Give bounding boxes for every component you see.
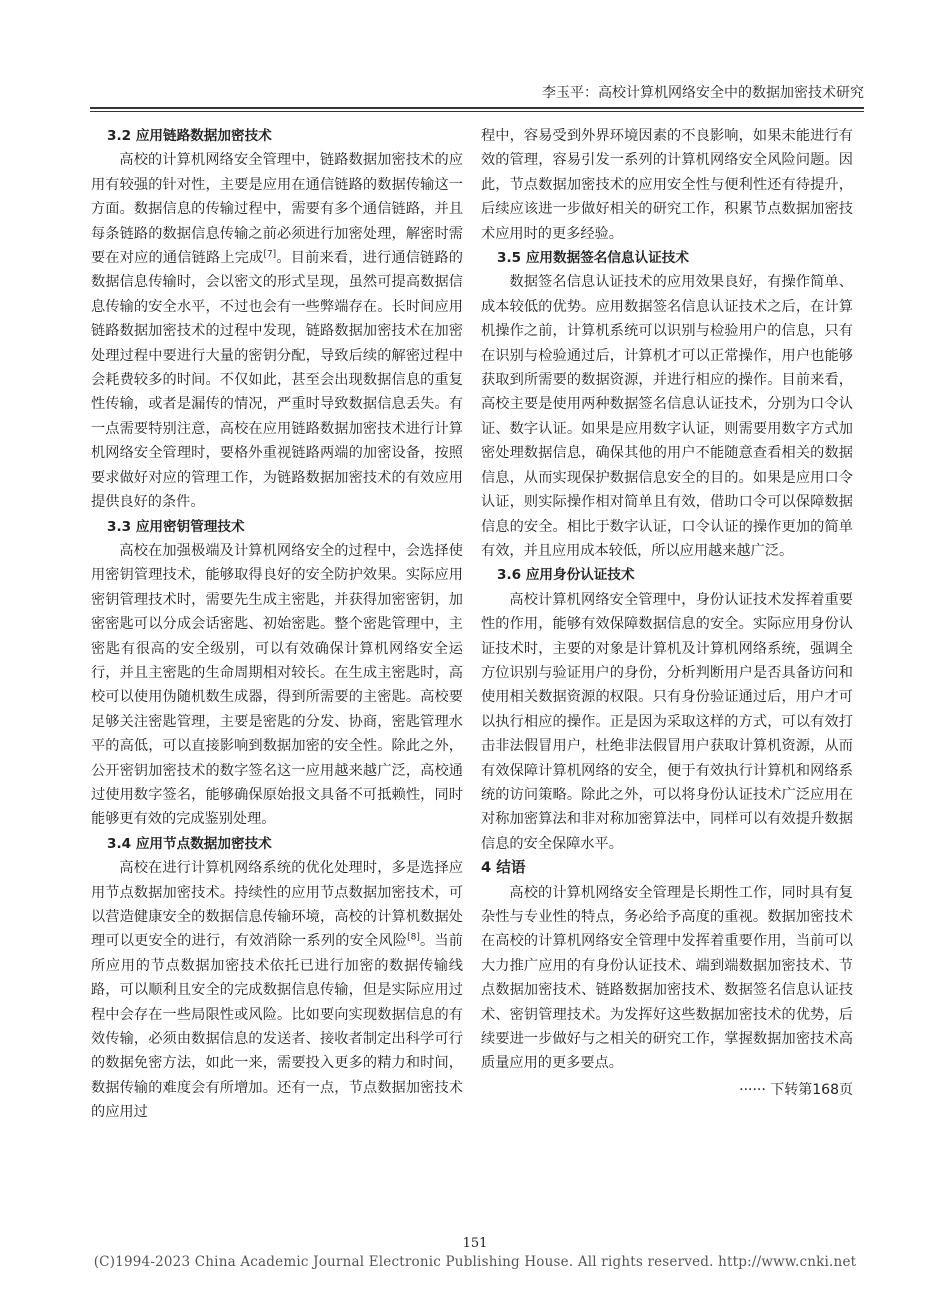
paragraph-3-2 [91, 148, 463, 514]
section-heading-4: 4 结语 [481, 859, 526, 877]
right-column [481, 124, 853, 1102]
paragraph-3-6: 高校计算机网络安全管理中，身份认证技术发挥着重要性的作用，能够有效保障数据信息的安全。实际应用身份认证技术时，主要的对象是计算机及计算机网络系统，强调全方位识别与验证用户的身份，分析判断用户是否具备访问和使用相关数据资源的权限。只有身份验证通过后，用户才可以执行相应的操作。正是因为采取这样的方式，可以有效打击非法假冒用户，杜绝非法假冒用户获取计算机资源，从而有效保障计算机网络的安全，便于有效执行计算机和网络系统的访问策略。除此之外，可以将身份认证技术广泛应用在对称加密算法和非对称加密算法中，同样可以有效提升数据信息的安全保障水平。 [481, 591, 853, 852]
paragraph-4: 高校的计算机网络安全管理是长期性工作，同时具有复杂性与专业性的特点，务必给予高度的重视。数据加密技术在高校的计算机网络安全管理中发挥着重要作用，当前可以大力推广应用的有身份认证技术、端到端数据加密技术、节点数据加密技术、链路数据加密技术、数据签名信息认证技术、密钥管理技术。为发挥好这些数据加密技术的优势，后续要进一步做好与之相关的研究工作，掌握数据加密技术高质量应用的更多要点。 [481, 884, 853, 1072]
section-heading-3-2: 3.2 应用链路数据加密技术 [107, 128, 272, 144]
continued-on-page-note: ······ 下转第168页 [739, 1081, 853, 1098]
header-rule [90, 107, 864, 109]
citation-ref: [8] [407, 932, 420, 943]
paragraph-text: 。当前所应用的节点数据加密技术依托已进行加密的数据传输线路，可以顺利且安全的完成数据信息传输，但是实际应用过程中会存在一些局限性或风险。比如要向实现数据信息的有效传输，必须由数据信息的发送者、接收者制定出科学可行的数据免密方法，如此一来，需要投入更多的精力和时间，数据传输的难度会有所增加。还有一点，节点数据加密技术的应用过 [91, 933, 463, 1121]
copyright-footer: (C)1994-2023 China Academic Journal Electronic Publishing House. All rights reserved. http://www.cnki.net [93, 1254, 857, 1270]
section-heading-3-6: 3.6 应用身份认证技术 [497, 567, 635, 584]
paragraph-3-3: 高校在加强极端及计算机网络安全的过程中，会选择使用密钥管理技术，能够取得良好的安全防护效果。实际应用密钥管理技术时，需要先生成主密匙，并获得加密密钥，加密密匙可以分成会话密匙、初始密匙。整个密匙管理中，主密匙有很高的安全级别，可以有效确保计算机网络安全运行，并且主密匙的生命周期相对较长。在生成主密匙时，高校可以使用伪随机数生成器，得到所需要的主密匙。高校要足够关注密匙管理，主要是密匙的分发、协商，密匙管理水平的高低，可以直接影响到数据加密的安全性。除此之外，公开密钥加密技术的数字签名这一应用越来越广泛，高校通过使用数字签名，能够确保原始报文具备不可抵赖性，同时能够更有效的完成鉴别处理。 [91, 542, 463, 828]
paragraph-3-5: 数据签名信息认证技术的应用效果良好，有操作简单、成本较低的优势。应用数据签名信息认证技术之后，在计算机操作之前，计算机系统可以识别与检验用户的信息，只有在识别与检验通过后，计算机才可以正常操作，用户也能够获取到所需要的数据资源，并进行相应的操作。目前来看，高校主要是使用两种数据签名信息认证技术，分别为口令认证、数字认证。如果是应用数字认证，则需要用数字方式加密处理数据信息，确保其他的用户不能随意查看相关的数据信息，从而实现保护数据信息安全的目的。如果是应用口令认证，则实际操作相对简单且有效，借助口令可以保障数据信息的安全。相比于数字认证，口令认证的操作更加的简单有效，并且应用成本较低，所以应用越来越广泛。 [481, 274, 853, 559]
paragraph-3-4-continued: 程中，容易受到外界环境因素的不良影响，如果未能进行有效的管理，容易引发一系列的计算机网络安全风险问题。因此，节点数据加密技术的应用安全性与便利性还有待提升，后续应该进一步做好相关的研究工作，积累节点数据加密技术应用时的更多经验。 [481, 128, 853, 242]
citation-ref: [7] [263, 249, 277, 260]
paragraph-text: 高校在进行计算机网络系统的优化处理时，多是选择应用节点数据加密技术。持续性的应用节点数据加密技术，可以营造健康安全的数据信息传输环境，高校的计算机数据处理可以更安全的进行，有效消除一系列的安全风险 [91, 860, 463, 950]
section-heading-3-4: 3.4 应用节点数据加密技术 [107, 835, 272, 852]
paragraph-text: 。目前来看，进行通信链路的数据信息传输时，会以密文的形式呈现，虽然可提高数据信息传输的安全水平，不过也会有一些弊端存在。长时间应用链路数据加密技术的过程中发现，链路数据加密技术在加密处理过程中要进行大量的密钥分配，导致后续的解密过程中会耗费较多的时间。不仅如此，甚至会出现数据信息的重复性传输，或者是漏传的情况，严重时导致数据信息丢失。有一点需要特别注意，高校在应用链路数据加密技术进行计算机网络安全管理时，要格外重视链路两端的加密设备，按照要求做好对应的管理工作，为链路数据加密技术的有效应用提供良好的条件。 [91, 250, 463, 511]
running-header: 李玉平：高校计算机网络安全中的数据加密技术研究 [542, 85, 864, 101]
paragraph-text: 高校的计算机网络安全管理中，链路数据加密技术的应用有较强的针对性，主要是应用在通信链路的数据传输这一方面。数据信息的传输过程中，需要有多个通信链路，并且每条链路的数据信息传输之前必须进行加密处理，解密时需要在对应的通信链路上完成 [91, 152, 463, 267]
page-number: 151 [462, 1236, 488, 1251]
header-rule-secondary [90, 111, 864, 112]
section-heading-3-3: 3.3 应用密钥管理技术 [107, 518, 245, 535]
left-column [91, 124, 463, 1125]
section-heading-3-5: 3.5 应用数据签名信息认证技术 [497, 250, 689, 267]
paragraph-3-4 [91, 856, 463, 1124]
